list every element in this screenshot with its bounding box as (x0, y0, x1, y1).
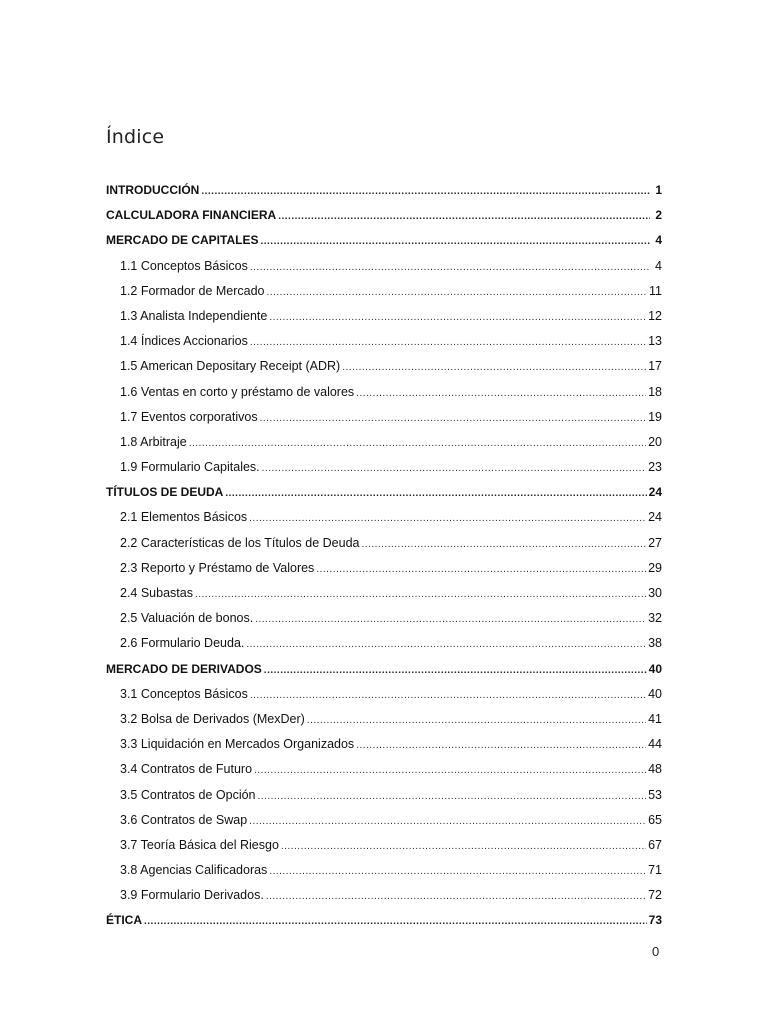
toc-dot-leader (250, 330, 646, 354)
toc-subsection-entry[interactable] (106, 279, 662, 304)
toc-entry-label: 2.5 Valuación de bonos. (120, 611, 254, 626)
toc-dot-leader (342, 355, 646, 379)
toc-entry-page: 38 (648, 636, 662, 651)
toc-entry-page: 32 (648, 611, 662, 626)
toc-entry-label: 3.8 Agencias Calificadoras (120, 863, 268, 878)
toc-entry-label: 2.3 Reporto y Préstamo de Valores (120, 560, 315, 575)
toc-subsection-entry[interactable] (106, 556, 662, 581)
toc-subsection-entry[interactable] (106, 883, 662, 908)
toc-entry-label: 2.4 Subastas (120, 586, 193, 600)
toc-subsection-entry[interactable] (106, 380, 662, 405)
toc-subsection-entry[interactable] (106, 455, 662, 480)
toc-section-entry[interactable] (106, 908, 662, 933)
toc-entry-label: 2.6 Formulario Deuda. (120, 636, 245, 651)
table-of-contents (106, 178, 662, 934)
toc-subsection-entry[interactable] (106, 405, 662, 430)
toc-entry-page: 19 (648, 409, 662, 424)
toc-entry-page: 29 (648, 560, 662, 575)
toc-entry-label: CALCULADORA FINANCIERA (106, 208, 277, 223)
toc-dot-leader (254, 758, 646, 782)
toc-entry-label: 1.8 Arbitraje (120, 434, 187, 449)
toc-entry-label: MERCADO DE DERIVADOS (106, 661, 262, 676)
toc-dot-leader (260, 229, 650, 253)
toc-subsection-entry[interactable] (106, 707, 662, 732)
toc-subsection-entry[interactable] (106, 505, 662, 530)
toc-subsection-entry[interactable] (106, 329, 662, 354)
toc-entry-label: 1.2 Formador de Mercado (120, 283, 265, 298)
toc-entry-page: 40 (648, 661, 662, 676)
toc-entry-label: TÍTULOS DE DEUDA (106, 485, 224, 500)
toc-entry-page: 4 (655, 233, 662, 248)
toc-entry-label: 3.3 Liquidación en Mercados Organizados (120, 737, 355, 752)
toc-entry-page: 24 (648, 485, 662, 500)
toc-dot-leader (189, 431, 646, 455)
toc-dot-leader (262, 456, 646, 480)
toc-title: Índice (106, 126, 165, 148)
toc-entry-page: 12 (648, 308, 662, 323)
toc-subsection-entry[interactable] (106, 833, 662, 858)
toc-entry-page: 23 (648, 460, 662, 475)
toc-entry-page: 2 (655, 208, 662, 223)
toc-entry-label: 1.7 Eventos corporativos (120, 409, 258, 424)
page-number: 0 (652, 944, 660, 959)
toc-entry-label: 1.4 Índices Accionarios (120, 334, 248, 349)
toc-section-entry[interactable] (106, 178, 662, 203)
toc-entry-page: 72 (648, 888, 662, 903)
toc-dot-leader (260, 406, 647, 430)
toc-entry-page: 44 (648, 737, 662, 752)
toc-section-entry[interactable] (106, 203, 662, 228)
toc-entry-page: 40 (648, 686, 662, 701)
toc-dot-leader (201, 179, 650, 203)
toc-entry-page: 67 (648, 837, 662, 852)
toc-entry-page: 20 (648, 434, 662, 449)
toc-dot-leader (269, 859, 646, 883)
toc-entry-page: 1 (655, 183, 662, 197)
toc-dot-leader (278, 204, 650, 228)
toc-dot-leader (264, 658, 647, 682)
toc-entry-label: 3.2 Bolsa de Derivados (MexDer) (120, 711, 305, 726)
toc-entry-page: 11 (649, 283, 662, 298)
toc-entry-page: 18 (648, 384, 662, 399)
toc-dot-leader (266, 884, 646, 908)
toc-subsection-entry[interactable] (106, 858, 662, 883)
toc-subsection-entry[interactable] (106, 631, 662, 656)
toc-dot-leader (250, 683, 646, 707)
toc-dot-leader (281, 834, 646, 858)
toc-subsection-entry[interactable] (106, 304, 662, 329)
toc-section-entry[interactable] (106, 480, 662, 505)
toc-entry-page: 13 (648, 334, 662, 349)
toc-section-entry[interactable] (106, 228, 662, 253)
toc-entry-label: 1.5 American Depositary Receipt (ADR) (120, 359, 341, 374)
toc-subsection-entry[interactable] (106, 531, 662, 556)
toc-entry-page: 73 (648, 913, 662, 928)
toc-dot-leader (144, 909, 647, 933)
toc-dot-leader (316, 557, 646, 581)
toc-entry-label: 2.2 Características de los Títulos de Deuda (120, 535, 360, 550)
toc-entry-label: 1.9 Formulario Capitales. (120, 460, 260, 475)
toc-dot-leader (307, 708, 646, 732)
toc-dot-leader (250, 255, 650, 279)
toc-entry-page: 71 (648, 863, 662, 878)
toc-dot-leader (356, 381, 646, 405)
toc-entry-label: 3.9 Formulario Derivados. (120, 888, 264, 903)
toc-entry-label: ÉTICA (106, 913, 142, 928)
toc-dot-leader (356, 733, 646, 757)
toc-subsection-entry[interactable] (106, 783, 662, 808)
toc-entry-page: 65 (648, 812, 662, 827)
toc-subsection-entry[interactable] (106, 682, 662, 707)
toc-entry-label: 1.1 Conceptos Básicos (120, 258, 248, 273)
toc-entry-page: 4 (655, 258, 662, 273)
toc-entry-page: 41 (648, 711, 662, 726)
toc-dot-leader (195, 582, 646, 606)
toc-subsection-entry[interactable] (106, 581, 662, 606)
toc-dot-leader (361, 532, 646, 556)
toc-entry-label: 3.6 Contratos de Swap (120, 812, 248, 827)
toc-subsection-entry[interactable] (106, 808, 662, 833)
toc-dot-leader (267, 280, 648, 304)
toc-entry-page: 27 (648, 535, 662, 550)
toc-dot-leader (255, 607, 646, 631)
toc-entry-label: 1.3 Analista Independiente (120, 308, 268, 323)
toc-subsection-entry[interactable] (106, 606, 662, 631)
toc-entry-label: MERCADO DE CAPITALES (106, 233, 259, 248)
toc-entry-page: 53 (648, 787, 662, 802)
toc-entry-label: INTRODUCCIÓN (106, 183, 200, 197)
toc-dot-leader (246, 632, 646, 656)
toc-dot-leader (258, 784, 647, 808)
toc-dot-leader (249, 809, 646, 833)
toc-dot-leader (249, 506, 646, 530)
toc-entry-label: 3.1 Conceptos Básicos (120, 686, 248, 701)
toc-entry-page: 24 (648, 510, 662, 525)
toc-subsection-entry[interactable] (106, 757, 662, 782)
toc-subsection-entry[interactable] (106, 732, 662, 757)
toc-subsection-entry[interactable] (106, 254, 662, 279)
toc-dot-leader (225, 481, 646, 505)
toc-subsection-entry[interactable] (106, 354, 662, 379)
toc-entry-label: 2.1 Elementos Básicos (120, 510, 248, 525)
toc-entry-label: 3.4 Contratos de Futuro (120, 762, 253, 777)
toc-entry-page: 48 (648, 762, 662, 777)
toc-subsection-entry[interactable] (106, 430, 662, 455)
toc-entry-page: 17 (648, 359, 662, 374)
toc-section-entry[interactable] (106, 657, 662, 682)
toc-entry-label: 1.6 Ventas en corto y préstamo de valores (120, 384, 355, 399)
toc-entry-page: 30 (648, 586, 662, 600)
toc-entry-label: 3.7 Teoría Básica del Riesgo (120, 837, 279, 852)
toc-dot-leader (269, 305, 646, 329)
toc-entry-label: 3.5 Contratos de Opción (120, 787, 256, 802)
